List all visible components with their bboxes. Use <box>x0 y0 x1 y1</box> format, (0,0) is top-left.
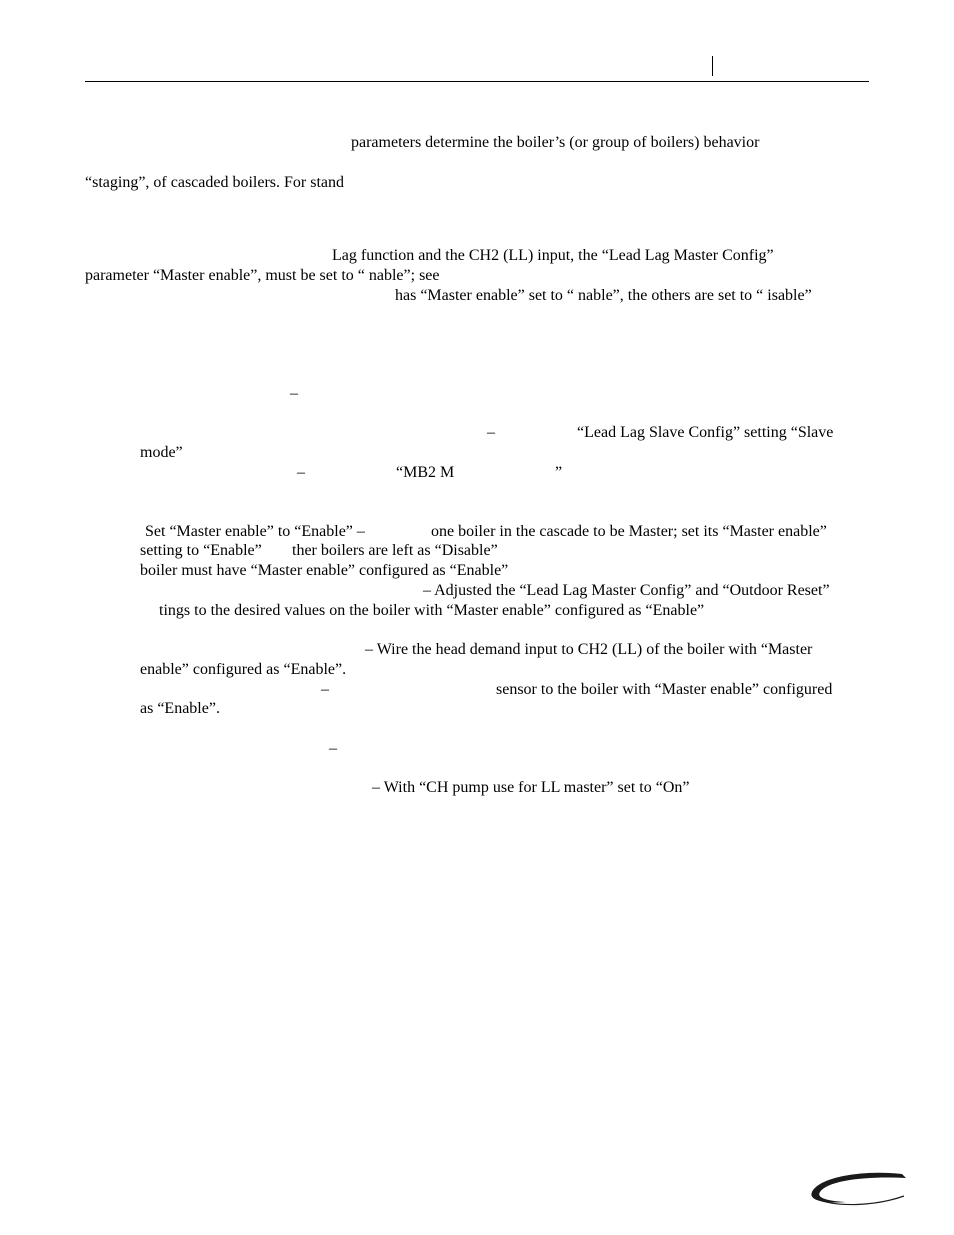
text-line: – Wire the head demand input to CH2 (LL) of the boiler with “Master <box>365 641 813 658</box>
text-line: – <box>297 464 305 481</box>
text-line: “MB2 M <box>396 464 455 481</box>
text-line: “staging”, of cascaded boilers. For stand <box>85 174 345 191</box>
text-line: tings to the desired values on the boiler with “Master enable” configured as “Enable” <box>159 602 705 619</box>
text-line: – <box>290 385 298 402</box>
text-line: as “Enable”. <box>140 700 220 717</box>
text-line: – Adjusted the “Lead Lag Master Config” and “Outdoor Reset” <box>423 582 830 599</box>
text-line: “Lead Lag Slave Config” setting “Slave <box>577 424 834 441</box>
text-line: parameter “Master enable”, must be set to “ nable”; see <box>85 267 440 284</box>
text-line: setting to “Enable” <box>140 542 262 559</box>
text-line: – <box>321 681 329 698</box>
text-line: has “Master enable” set to “ nable”, the others are set to “ isable” <box>395 287 812 304</box>
text-line: – <box>329 740 337 757</box>
text-line: parameters determine the boiler’s (or group of boilers) behavior <box>351 134 760 151</box>
text-line: one boiler in the cascade to be Master; set its “Master enable” <box>431 523 827 540</box>
text-line: mode” <box>140 444 183 461</box>
logo-swoosh <box>806 1168 910 1208</box>
text-line: – <box>487 424 495 441</box>
text-line: ” <box>555 464 563 481</box>
text-line: enable” configured as “Enable”. <box>140 661 347 678</box>
text-line: Lag function and the CH2 (LL) input, the “Lead Lag Master Config” <box>332 247 774 264</box>
text-line: sensor to the boiler with “Master enable” configured <box>496 681 833 698</box>
header-rule <box>85 81 869 82</box>
text-line: ther boilers are left as “Disable” <box>292 542 498 559</box>
text-line: boiler must have “Master enable” configured as “Enable” <box>140 562 509 579</box>
text-line: – With “CH pump use for LL master” set to “On” <box>372 779 690 796</box>
header-divider <box>712 56 713 76</box>
text-line: Set “Master enable” to “Enable” – <box>145 523 365 540</box>
